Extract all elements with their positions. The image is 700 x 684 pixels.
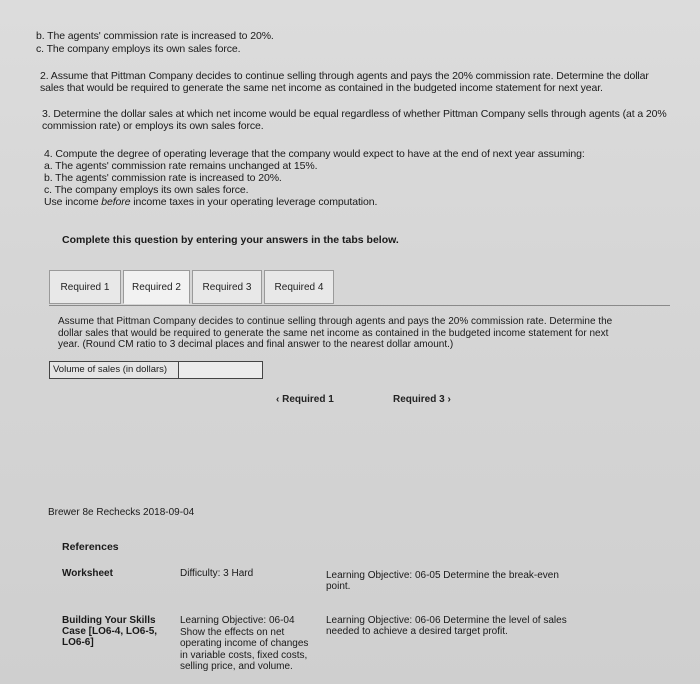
tab-required-1[interactable]: Required 1 (49, 270, 121, 304)
bys-line: Building Your Skills (62, 615, 156, 626)
lo-line: in variable costs, fixed costs, (180, 649, 308, 661)
chevron-right-icon: › (447, 394, 451, 405)
references-title: References (62, 541, 119, 553)
learning-objective-0605 (326, 570, 586, 592)
question-2 (40, 70, 690, 94)
sales-volume-label: Volume of sales (in dollars) (49, 361, 179, 379)
prompt-line: year. (Round CM ratio to 3 decimal places and final answer to the nearest dollar amount.) (58, 339, 454, 350)
building-your-skills-link[interactable] (62, 615, 157, 648)
question-4-b: b. The agents' commission rate is increased to 20%. (44, 172, 282, 184)
question-2-line: 2. Assume that Pittman Company decides to continue selling through agents and pays the 20% commission rate. Determine the dollar (40, 70, 649, 82)
tab-prompt (58, 316, 678, 351)
prev-required-label: Required 1 (282, 394, 334, 405)
tab-divider (49, 305, 670, 306)
sales-volume-input[interactable] (179, 361, 263, 379)
lo-line: point. (326, 581, 351, 592)
question-3-line: 3. Determine the dollar sales at which net income would be equal regardless of whether Pittman Company sells through agents (at a 20% (42, 108, 667, 120)
source-text: Brewer 8e Rechecks 2018-09-04 (48, 507, 195, 518)
learning-objective-0606 (326, 615, 606, 637)
tab-required-3[interactable]: Required 3 (192, 270, 262, 304)
prompt-line: dollar sales that would be required to generate the same net income as contained in the budgeted income statement for next (58, 327, 609, 339)
instruction-text: Complete this question by entering your answers in the tabs below. (62, 234, 399, 246)
question-4-line: 4. Compute the degree of operating leverage that the company would expect to have at the end of next year assuming: (44, 148, 585, 160)
question-4-c: c. The company employs its own sales force. (44, 184, 249, 196)
bys-line: Case [LO6-4, LO6-5, (62, 626, 158, 637)
prev-required-button[interactable] (276, 394, 334, 405)
lo-line: Show the effects on net (180, 626, 285, 638)
tab-required-4[interactable]: Required 4 (264, 270, 334, 304)
learning-objective-0604 (180, 615, 308, 673)
chevron-left-icon: ‹ (276, 394, 280, 405)
lo-line: Learning Objective: 06-06 Determine the level of sales (326, 615, 567, 626)
lo-line: Learning Objective: 06-05 Determine the break-even (326, 570, 559, 581)
question-2-line: sales that would be required to generate the same net income as contained in the budgeted income statement for next year. (40, 82, 603, 94)
tab-bar (49, 270, 334, 306)
sales-volume-row (49, 361, 263, 379)
prompt-line: Assume that Pittman Company decides to continue selling through agents and pays the 20% commission rate. Determine the (58, 316, 613, 327)
lo-line: selling price, and volume. (180, 661, 293, 672)
difficulty-text: Difficulty: 3 Hard (180, 568, 254, 579)
question-3-line: commission rate) or employs its own sales force. (42, 120, 264, 132)
lo-line: Learning Objective: 06-04 (180, 615, 295, 626)
question-4-note: Use income before income taxes in your operating leverage computation. (44, 196, 378, 208)
tab-required-2[interactable]: Required 2 (123, 270, 190, 304)
question-4-a: a. The agents' commission rate remains unchanged at 15%. (44, 160, 318, 172)
question-4 (44, 148, 694, 208)
next-required-button[interactable] (393, 394, 451, 405)
lo-line: needed to achieve a desired target profit. (326, 626, 508, 637)
bys-line: LO6-6] (62, 637, 94, 648)
next-required-label: Required 3 (393, 394, 445, 405)
lo-line: operating income of changes (180, 638, 309, 649)
worksheet-link[interactable]: Worksheet (62, 568, 113, 579)
question-3 (42, 108, 692, 132)
item-c: c. The company employs its own sales force. (36, 43, 241, 55)
item-b: b. The agents' commission rate is increased to 20%. (36, 30, 274, 42)
